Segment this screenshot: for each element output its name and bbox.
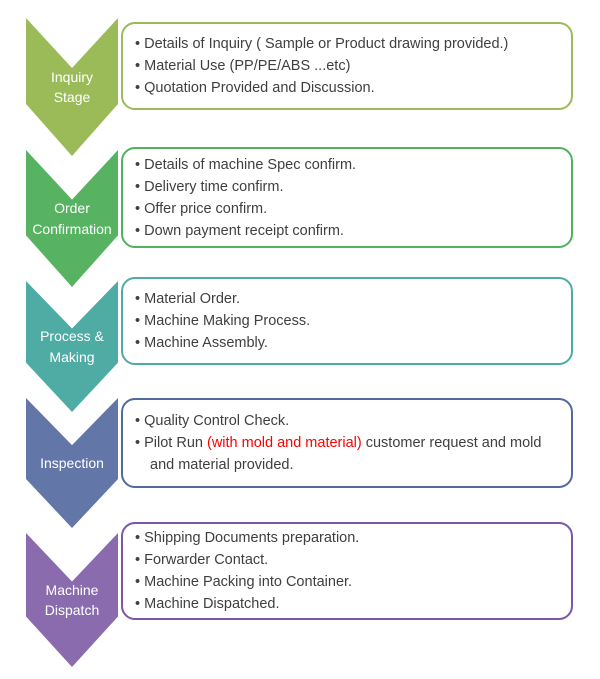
stage-bullet-list xyxy=(135,410,561,476)
stage-box-inquiry xyxy=(121,22,573,110)
bullet-item: • Quality Control Check. xyxy=(135,410,561,432)
stage-box-inspection xyxy=(121,398,573,488)
bullet-item: • Delivery time confirm. xyxy=(135,176,561,198)
chevron-arrow-shape xyxy=(26,281,118,412)
bullet-item: • Machine Dispatched. xyxy=(135,593,561,615)
chevron-arrow-shape xyxy=(26,533,118,667)
bullet-item: • Down payment receipt confirm. xyxy=(135,220,561,242)
stage-bullet-list xyxy=(135,33,561,99)
stage-chevron-machine-dispatch xyxy=(26,533,118,667)
stage-chevron-label: Process & Making xyxy=(40,328,104,365)
bullet-item: • Forwarder Contact. xyxy=(135,549,561,571)
bullet-item: • Details of Inquiry ( Sample or Product drawing provided.) xyxy=(135,33,561,55)
stage-chevron-label: Inquiry Stage xyxy=(50,68,94,105)
chevron-arrow-shape xyxy=(26,18,118,156)
stage-box-order-confirmation xyxy=(121,147,573,248)
bullet-item: • Machine Packing into Container. xyxy=(135,571,561,593)
stage-bullet-list xyxy=(135,527,561,615)
chevron-arrow-shape xyxy=(26,150,118,287)
bullet-item: • Quotation Provided and Discussion. xyxy=(135,77,561,99)
bullet-item: • Material Order. xyxy=(135,288,561,310)
stage-chevron-process-making xyxy=(26,281,118,412)
stage-bullet-list xyxy=(135,288,561,354)
bullet-item: • Machine Assembly. xyxy=(135,332,561,354)
stage-box-process-making xyxy=(121,277,573,365)
bullet-item: • Machine Making Process. xyxy=(135,310,561,332)
bullet-item: • Details of machine Spec confirm. xyxy=(135,154,561,176)
stage-chevron-label: Machine Dispatch xyxy=(44,581,100,618)
stage-chevron-inquiry xyxy=(26,18,118,156)
stage-chevron-label: Inspection xyxy=(40,454,104,471)
stage-chevron-order-confirmation xyxy=(26,150,118,287)
bullet-text-segment: customer request and mold and material provided. xyxy=(150,435,542,473)
bullet-item: • Material Use (PP/PE/ABS ...etc) xyxy=(135,55,561,77)
bullet-text-segment-highlight: (with mold and material) xyxy=(206,435,362,451)
stage-chevron-label: Order Confirmation xyxy=(32,200,112,237)
stage-chevron-inspection xyxy=(26,398,118,528)
stage-bullet-list xyxy=(135,154,561,242)
bullet-text-segment: Pilot Run xyxy=(144,435,207,451)
bullet-item: • Offer price confirm. xyxy=(135,198,561,220)
chevron-arrow-shape xyxy=(26,398,118,528)
bullet-item: • Shipping Documents preparation. xyxy=(135,527,561,549)
stage-box-machine-dispatch xyxy=(121,522,573,620)
bullet-item xyxy=(135,432,561,476)
